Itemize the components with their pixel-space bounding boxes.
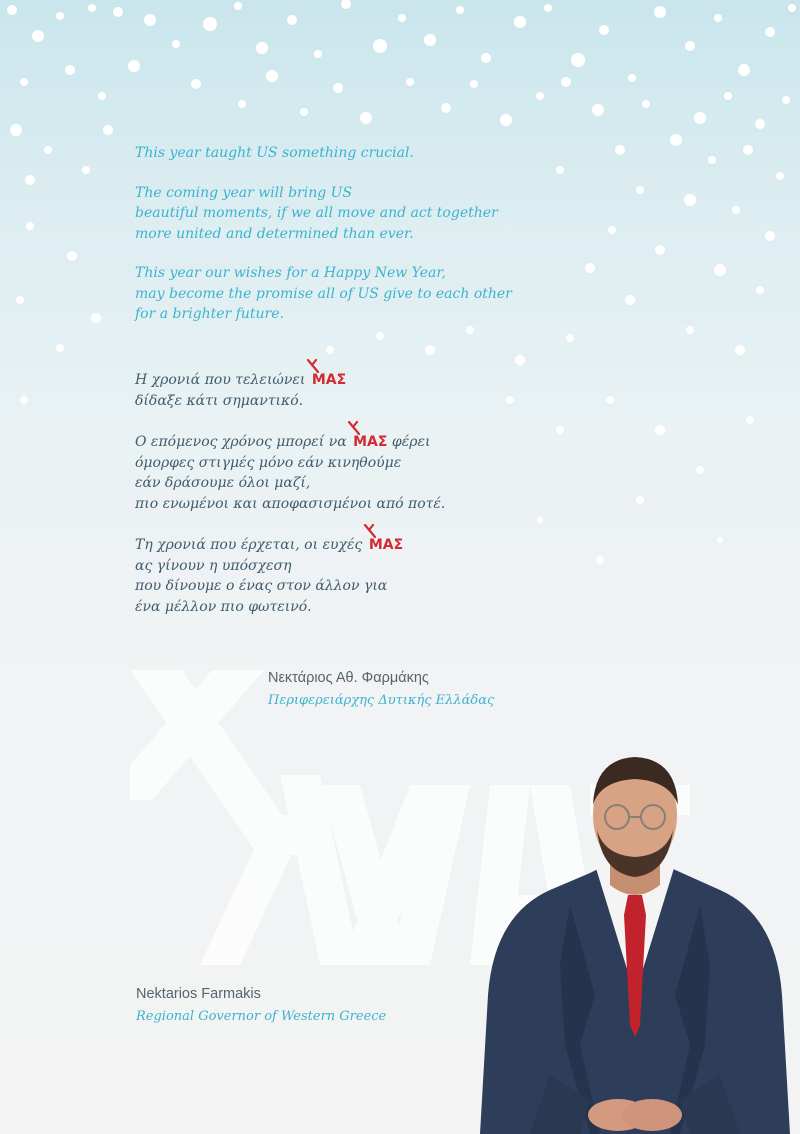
english-line: may become the promise all of US give to each other: [135, 285, 512, 302]
greek-stanza: [135, 432, 595, 514]
greek-message: [135, 370, 595, 638]
signature-name: Nektarios Farmakis: [136, 986, 261, 1002]
greek-line-text: φέρει: [391, 434, 431, 450]
english-stanza: [135, 263, 595, 325]
signature-english: [136, 984, 386, 1030]
greek-line: όμορφες στιγμές μόνο εάν κινηθούμε: [135, 454, 402, 471]
greek-line: [135, 432, 595, 453]
x-mark-icon: [348, 421, 360, 435]
greek-line: ας γίνουν η υπόσχεση: [135, 557, 292, 574]
greek-line-text: Τη χρονιά που έρχεται, οι ευχές: [135, 537, 363, 553]
english-line: for a brighter future.: [135, 306, 284, 322]
signature-title: Περιφερειάρχης Δυτικής Ελλάδας: [268, 693, 495, 708]
english-stanza: [135, 143, 595, 164]
greek-line: πιο ενωμένοι και αποφασισμένοι από ποτέ.: [135, 495, 446, 512]
greek-line: ένα μέλλον πιο φωτεινό.: [135, 598, 312, 615]
english-line: The coming year will bring US: [135, 184, 353, 201]
mas-brand-word: [369, 535, 403, 556]
greek-stanza: [135, 370, 595, 411]
english-line: more united and determined than ever.: [135, 225, 414, 242]
mas-brand-text: ΜΑΣ: [311, 372, 347, 388]
greek-line: [135, 535, 595, 556]
signature-greek: [268, 668, 494, 714]
english-line: beautiful moments, if we all move and act together: [135, 205, 498, 221]
greek-line-text: Η χρονιά που τελειώνει: [135, 372, 306, 388]
x-mark-icon: [364, 524, 376, 538]
x-mark-icon: [307, 359, 319, 373]
mas-brand-word: [353, 432, 387, 453]
greek-line: εάν δράσουμε όλοι μαζί,: [135, 475, 311, 491]
greek-line: [135, 370, 595, 391]
greek-stanza: [135, 535, 595, 617]
greek-line-text: Ο επόμενος χρόνος μπορεί να: [135, 434, 347, 450]
mas-brand-word: [312, 370, 346, 391]
signature-title: Regional Governor of Western Greece: [136, 1009, 387, 1024]
greek-line: που δίνουμε ο ένας στον άλλον για: [135, 578, 388, 594]
english-stanza: [135, 183, 595, 245]
signature-name: Νεκτάριος Αθ. Φαρμάκης: [268, 670, 429, 686]
mas-brand-text: ΜΑΣ: [353, 434, 388, 450]
mas-brand-text: ΜΑΣ: [368, 537, 404, 553]
greek-line: δίδαξε κάτι σημαντικό.: [135, 392, 304, 409]
english-line: This year taught US something crucial.: [135, 145, 414, 161]
english-message: [135, 143, 595, 344]
english-line: This year our wishes for a Happy New Year,: [135, 265, 446, 281]
governor-portrait: [470, 745, 800, 1134]
